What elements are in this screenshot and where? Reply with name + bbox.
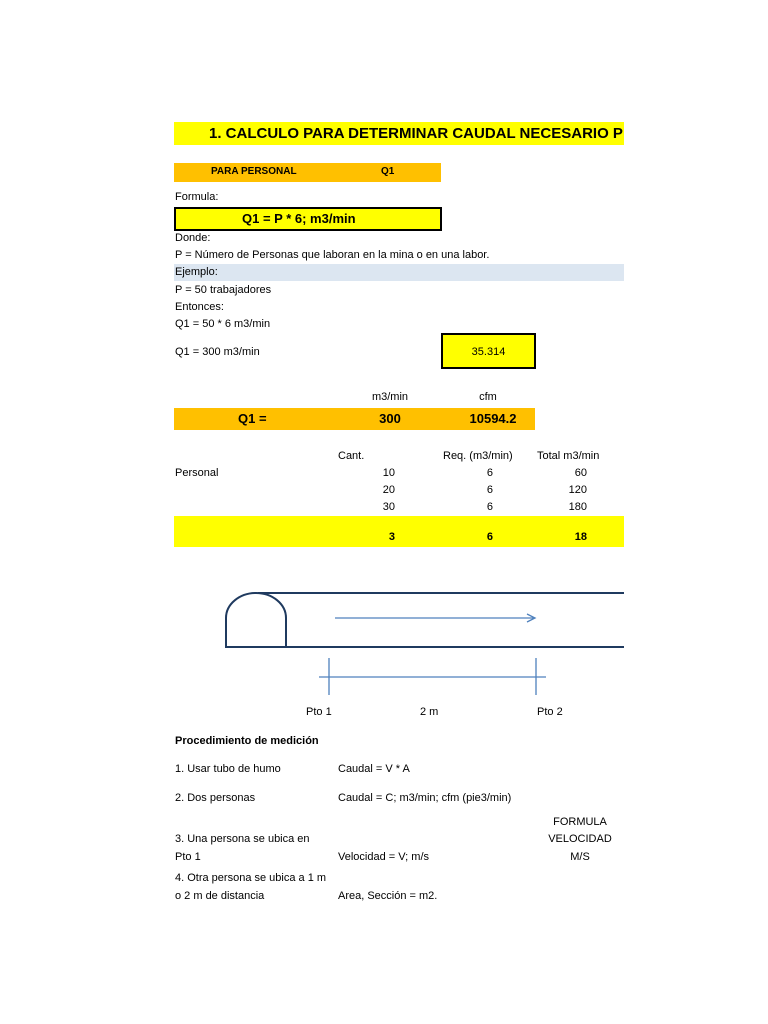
formula-col-3: M/S	[570, 851, 590, 863]
formula-box	[174, 207, 442, 231]
formula-label: Formula:	[175, 191, 219, 203]
ejemplo-band	[174, 264, 624, 281]
donde-text: Donde:	[175, 232, 211, 244]
table-cell: 60	[574, 467, 587, 479]
band-q: Q1	[381, 166, 395, 177]
pto2-label: Pto 2	[537, 706, 563, 718]
procedure-step3: 3. Una persona se ubica en	[175, 833, 310, 845]
procedure-step4-formula: Area, Sección = m2.	[338, 890, 438, 902]
procedure-step1-formula: Caudal = V * A	[338, 763, 410, 775]
procedure-step3-cont: Pto 1	[175, 851, 201, 863]
q-calculation: Q1 = 50 * 6 m3/min	[175, 318, 271, 330]
procedure-step2-formula: Caudal = C; m3/min; cfm (pie3/min)	[338, 792, 512, 804]
procedure-step4: 4. Otra persona se ubica a 1 m	[175, 872, 327, 884]
entonces-text: Entonces:	[175, 301, 224, 313]
table-cell: 6	[486, 467, 493, 479]
q-summary-cfm: 10594.2	[469, 411, 517, 426]
table-row-label: Personal	[175, 467, 219, 479]
distance-label: 2 m	[420, 706, 439, 718]
total-m3min: 18	[574, 531, 587, 543]
total-req: 6	[486, 531, 493, 543]
procedure-step1: 1. Usar tubo de humo	[175, 763, 281, 775]
procedure-step3-formula: Velocidad = V; m/s	[338, 851, 430, 863]
factor-box	[441, 333, 536, 369]
factor-value: 35.314	[471, 346, 506, 358]
band-label: PARA PERSONAL	[211, 166, 297, 177]
procedure-title: Procedimiento de medición	[175, 735, 319, 747]
q-summary-m3min: 300	[379, 411, 401, 426]
formula-col-2: VELOCIDAD	[548, 833, 612, 845]
table-cell: 120	[568, 484, 587, 496]
p-value: P = 50 trabajadores	[175, 284, 272, 296]
unit-cfm: cfm	[479, 391, 497, 403]
q-summary-label: Q1 =	[238, 411, 267, 426]
p-definition: P = Número de Personas que laboran en la mina o en una labor.	[175, 249, 490, 261]
procedure-step4-cont: o 2 m de distancia	[175, 890, 265, 902]
tunnel-cross-section	[226, 593, 286, 647]
tunnel-diagram	[174, 580, 634, 705]
page-title: 1. CALCULO PARA DETERMINAR CAUDAL NECESARIO P	[209, 125, 623, 142]
q-result: Q1 = 300 m3/min	[175, 346, 260, 358]
table-cell: 180	[568, 501, 587, 513]
table-header-cant: Cant.	[338, 450, 365, 462]
table-cell: 20	[382, 484, 395, 496]
formula-text: Q1 = P * 6; m3/min	[242, 211, 356, 226]
table-cell: 6	[486, 484, 493, 496]
unit-m3min: m3/min	[371, 391, 409, 403]
table-cell: 30	[382, 501, 395, 513]
table-cell: 6	[486, 501, 493, 513]
table-header-req: Req. (m3/min)	[443, 450, 513, 462]
total-cant: 3	[388, 531, 395, 543]
procedure-step2: 2. Dos personas	[175, 792, 256, 804]
title-bar	[174, 122, 624, 145]
formula-col-1: FORMULA	[553, 816, 607, 828]
ejemplo-text: Ejemplo:	[175, 266, 218, 278]
table-header-total: Total m3/min	[537, 450, 600, 462]
pto1-label: Pto 1	[306, 706, 332, 718]
table-cell: 10	[382, 467, 395, 479]
